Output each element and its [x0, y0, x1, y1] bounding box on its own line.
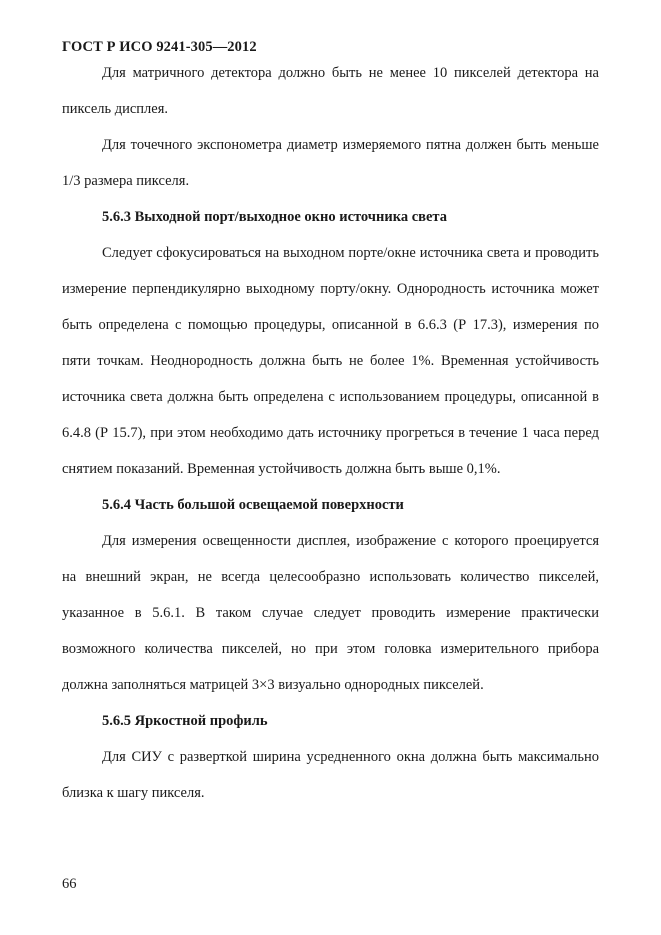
paragraph-matrix-detector: Для матричного детектора должно быть не менее 10 пикселей детектора на пиксель дисплея. [62, 65, 599, 117]
section-text-5-6-3: Следует сфокусироваться на выходном порте/окне источника света и проводить измерение перпендикулярно выходному порту/окну. Однородность источника может быть определена с помощью процедуры, описанной в 6.6.3 (Р 17.3), измерения по пяти точкам. Неоднородность должна быть не более 1%. Временная устойчивость источника света должна быть определена с использованием процедуры, описанной в 6.4.8 (Р 15.7), при этом необходимо дать источнику прогреться в течение 1 часа перед снятием показаний. Временная устойчивость должна быть выше 0,1%. [62, 245, 599, 477]
document-header: ГОСТ Р ИСО 9241-305—2012 [62, 39, 257, 55]
section-heading-5-6-4: 5.6.4 Часть большой освещаемой поверхности [102, 497, 404, 513]
section-text-5-6-4: Для измерения освещенности дисплея, изображение с которого проецируется на внешний экран, не всегда целесообразно использовать количество пикселей, указанное в 5.6.1. В таком случае следует проводить измерение практически возможного количества пикселей, но при этом головка измерительного прибора должна заполняться матрицей 3×3 визуально однородных пикселей. [62, 533, 599, 693]
section-heading-5-6-5: 5.6.5 Яркостной профиль [102, 713, 268, 729]
section-heading-5-6-3: 5.6.3 Выходной порт/выходное окно источника света [102, 209, 447, 225]
paragraph-spot-meter: Для точечного экспонометра диаметр измеряемого пятна должен быть меньше 1/3 размера пикселя. [62, 137, 599, 189]
page-number: 66 [62, 876, 77, 892]
section-text-5-6-5: Для СИУ с разверткой ширина усредненного окна должна быть максимально близка к шагу пикселя. [62, 749, 599, 801]
document-body [62, 55, 599, 811]
